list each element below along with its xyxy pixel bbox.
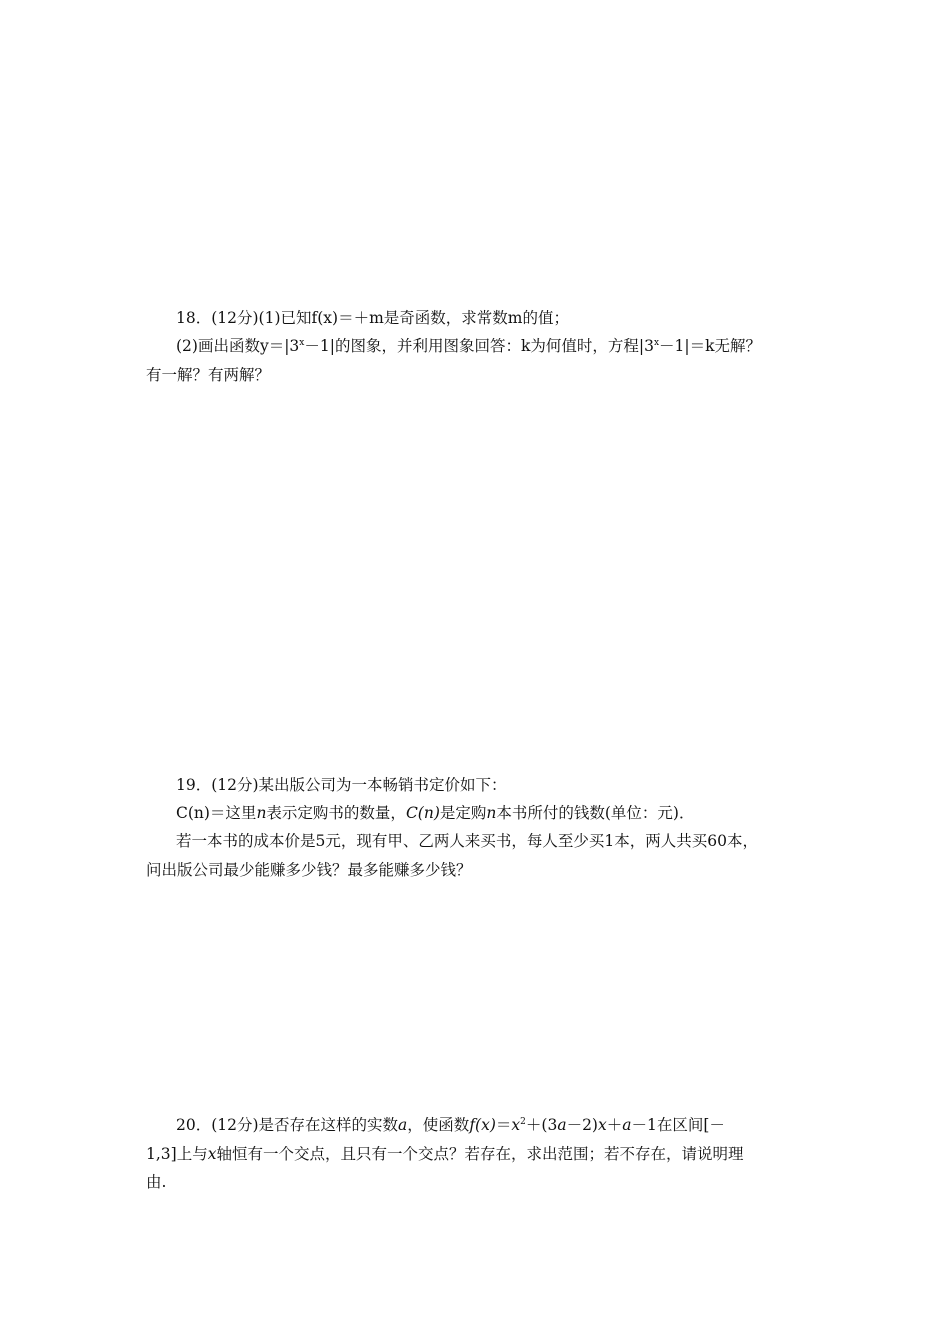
q18-line-2	[176, 335, 761, 357]
q20-text-1g: －1在区间[－	[631, 1116, 725, 1134]
q19-text-3: 若一本书的成本价是5元，现有甲、乙两人来买书，每人至少买1本，两人共买60本，	[176, 832, 758, 850]
q18-text-2a: (2)画出函数y＝|3	[176, 337, 300, 355]
q20-var-x: x	[207, 1145, 217, 1163]
q19-line-1	[176, 774, 507, 796]
q20-var-x: x	[511, 1116, 521, 1134]
q20-line-3	[146, 1171, 166, 1193]
q19-text-2b: 表示定购书的数量，	[266, 804, 406, 822]
q19-var-n: n	[486, 804, 497, 822]
q20-text-1a: 20．(12分)是否存在这样的实数	[176, 1116, 399, 1134]
q20-text-3: 由.	[146, 1173, 167, 1191]
q20-line-2	[146, 1143, 743, 1165]
q18-line-1	[176, 307, 569, 329]
q20-text-2a: 1,3]上与	[146, 1145, 208, 1163]
q18-text-2c: －1|＝k无解？	[659, 337, 761, 355]
q18-text-1: 18．(12分)(1)已知f(x)＝＋m是奇函数，求常数m的值；	[176, 309, 569, 327]
q19-var-n: n	[256, 804, 267, 822]
q20-line-1	[176, 1114, 725, 1136]
q20-var-a: a	[398, 1116, 408, 1134]
q18-exponent: x	[653, 338, 660, 348]
q20-var-a: a	[622, 1116, 632, 1134]
q18-text-3: 有一解？有两解？	[146, 366, 271, 384]
q19-text-2d: 本书所付的钱数(单位：元)．	[496, 804, 695, 822]
q19-text-2a: C(n)＝这里	[176, 804, 257, 822]
q19-line-3	[176, 830, 758, 852]
q20-var-a: a	[557, 1116, 567, 1134]
q18-exponent: x	[299, 338, 305, 348]
q20-var-x: x	[597, 1116, 607, 1134]
q19-var-cn: C(n)	[405, 804, 440, 822]
q20-text-1b: ，使函数	[407, 1116, 470, 1134]
q20-text-1f: ＋	[606, 1116, 623, 1134]
q18-text-2b: －1|的图象，并利用图象回答：k为何值时，方程|3	[304, 337, 654, 355]
q20-exponent: 2	[520, 1117, 526, 1127]
q20-text-1e: －2)	[566, 1116, 598, 1134]
q20-text-2b: 轴恒有一个交点，且只有一个交点？若存在，求出范围；若不存在，请说明理	[216, 1145, 744, 1163]
q19-text-4: 问出版公司最少能赚多少钱？最多能赚多少钱？	[146, 861, 472, 879]
q19-text-1: 19．(12分)某出版公司为一本畅销书定价如下：	[176, 776, 507, 794]
q18-line-3	[146, 364, 270, 386]
q19-line-2	[176, 802, 694, 824]
q19-text-2c: 是定购	[439, 804, 487, 822]
q20-text-1d: ＋(3	[525, 1116, 558, 1134]
q20-var-fx: f(x)	[469, 1116, 496, 1134]
q20-text-1c: ＝	[495, 1116, 512, 1134]
q19-line-4	[146, 859, 472, 881]
